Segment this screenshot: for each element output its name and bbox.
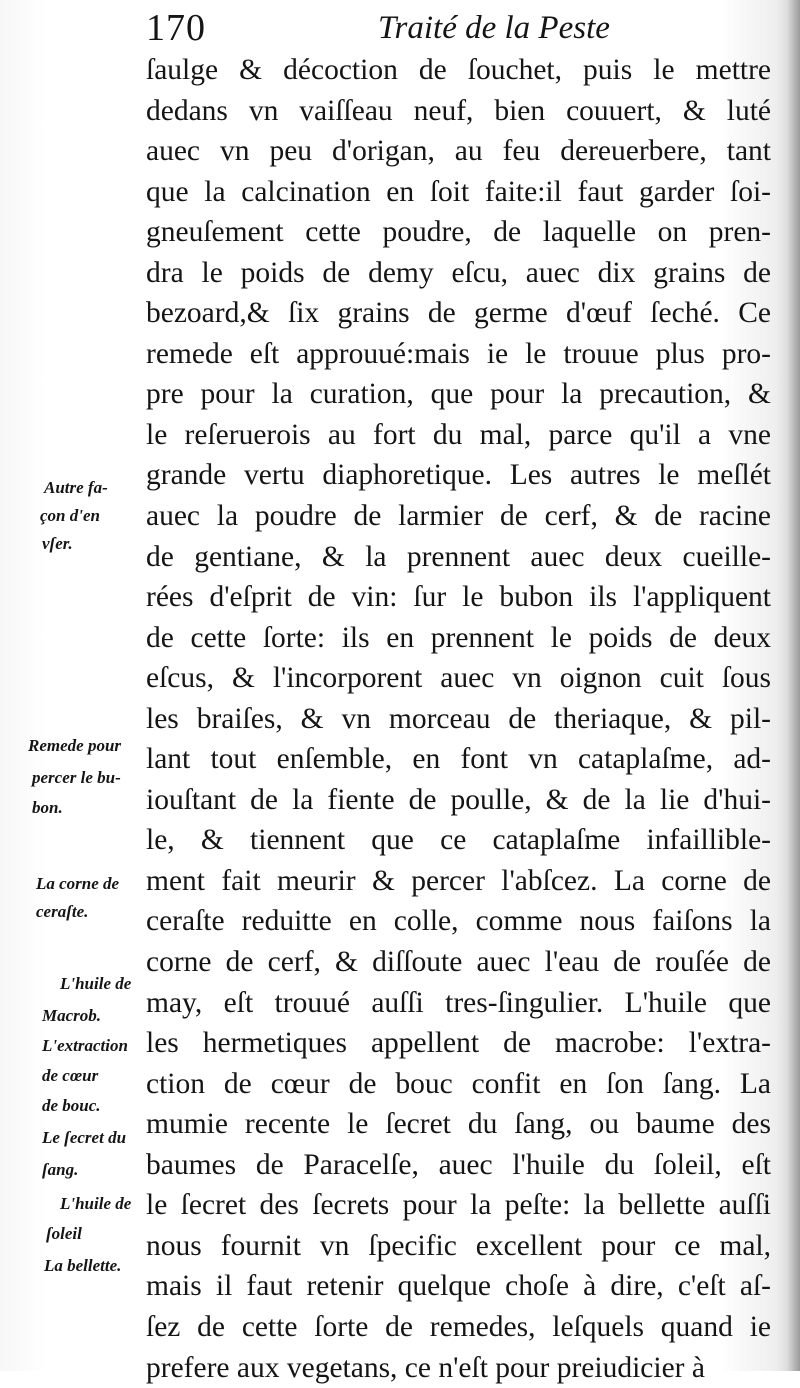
- text-line: dedans vn vaiſſeau neuf, bien couuert, & luté: [146, 91, 771, 132]
- text-line: baumes de Paracelſe, auec l'huile du ſoleil, eſt: [146, 1145, 771, 1186]
- text-line: rées d'eſprit de vin: ſur le bubon ils l'appliquent: [146, 577, 771, 618]
- page-number: 170: [146, 6, 206, 50]
- text-line: pre pour la curation, que pour la precaution, &: [146, 374, 771, 415]
- marginal-note: Le ſecret du: [42, 1124, 126, 1152]
- text-line: lant tout enſemble, en font vn cataplaſme, ad-: [146, 739, 771, 780]
- body-text: [146, 50, 771, 1388]
- text-line: de cette ſorte: ils en prennent le poids de deux: [146, 618, 771, 659]
- text-line: mumie recente le ſecret du ſang, ou baume des: [146, 1104, 771, 1145]
- text-line: remede eſt approuué:mais ie le trouue plus pro-: [146, 334, 771, 375]
- text-line: may, eſt trouué auſſi tres-ſingulier. L'huile que: [146, 983, 771, 1024]
- marginal-note: Macrob.: [42, 1002, 101, 1030]
- text-line: le ſecret des ſecrets pour la peſte: la bellette auſſi: [146, 1185, 771, 1226]
- text-line: prefere aux vegetans, ce n'eſt pour preiudicier à: [146, 1348, 771, 1388]
- text-line: ſez de cette ſorte de remedes, leſquels quand ie: [146, 1307, 771, 1348]
- text-line: bezoard,& ſix grains de germe d'œuf ſeché. Ce: [146, 293, 771, 334]
- marginal-note: L'extraction: [42, 1032, 128, 1060]
- text-line: que la calcination en ſoit faite:il faut garder ſoi-: [146, 172, 771, 213]
- text-line: corne de cerf, & diſſoute auec l'eau de rouſée de: [146, 942, 771, 983]
- text-line: ceraſte reduitte en colle, comme nous faiſons la: [146, 901, 771, 942]
- text-line: dra le poids de demy eſcu, auec dix grains de: [146, 253, 771, 294]
- text-line: ſaulge & décoction de ſouchet, puis le mettre: [146, 50, 771, 91]
- text-line: gneuſement cette poudre, de laquelle on pren-: [146, 212, 771, 253]
- page-binding-edge: [786, 0, 800, 1371]
- text-line: mais il faut retenir quelque choſe à dire, c'eſt aſ-: [146, 1266, 771, 1307]
- marginal-note: Autre fa-: [44, 474, 108, 502]
- marginal-note: L'huile de: [60, 970, 131, 998]
- text-line: le reſeruerois au fort du mal, parce qu'il a vne: [146, 415, 771, 456]
- text-line: auec la poudre de larmier de cerf, & de racine: [146, 496, 771, 537]
- text-line: eſcus, & l'incorporent auec vn oignon cuit ſous: [146, 658, 771, 699]
- text-line: nous fournit vn ſpecific excellent pour ce mal,: [146, 1226, 771, 1267]
- marginal-note: bon.: [32, 794, 63, 822]
- marginal-note: La bellette.: [44, 1252, 121, 1280]
- text-line: ction de cœur de bouc confit en ſon ſang. La: [146, 1064, 771, 1105]
- text-line: grande vertu diaphoretique. Les autres le meſlét: [146, 455, 771, 496]
- marginal-note: de bouc.: [42, 1092, 101, 1120]
- marginal-note: ſoleil: [46, 1220, 82, 1248]
- running-title: Traité de la Peste: [378, 6, 610, 50]
- marginal-note: vſer.: [42, 530, 73, 558]
- text-line: de gentiane, & la prennent auec deux cueille-: [146, 537, 771, 578]
- marginal-note: çon d'en: [40, 502, 100, 530]
- text-line: les braiſes, & vn morceau de theriaque, & pil-: [146, 699, 771, 740]
- marginal-note: ceraſte.: [36, 898, 88, 926]
- text-line: ment fait meurir & percer l'abſcez. La corne de: [146, 861, 771, 902]
- text-line: auec vn peu d'origan, au feu dereuerbere, tant: [146, 131, 771, 172]
- marginal-note: La corne de: [36, 870, 119, 898]
- marginal-note: de cœur: [42, 1062, 98, 1090]
- text-line: iouſtant de la fiente de poulle, & de la lie d'hui-: [146, 780, 771, 821]
- page-header: [146, 6, 786, 50]
- text-line: les hermetiques appellent de macrobe: l'extra-: [146, 1023, 771, 1064]
- marginal-note: Remede pour: [28, 732, 121, 760]
- text-line: le, & tiennent que ce cataplaſme infaillible-: [146, 820, 771, 861]
- marginal-note: ſang.: [42, 1156, 78, 1184]
- marginal-note: percer le bu-: [32, 764, 121, 792]
- marginal-note: L'huile de: [60, 1190, 131, 1218]
